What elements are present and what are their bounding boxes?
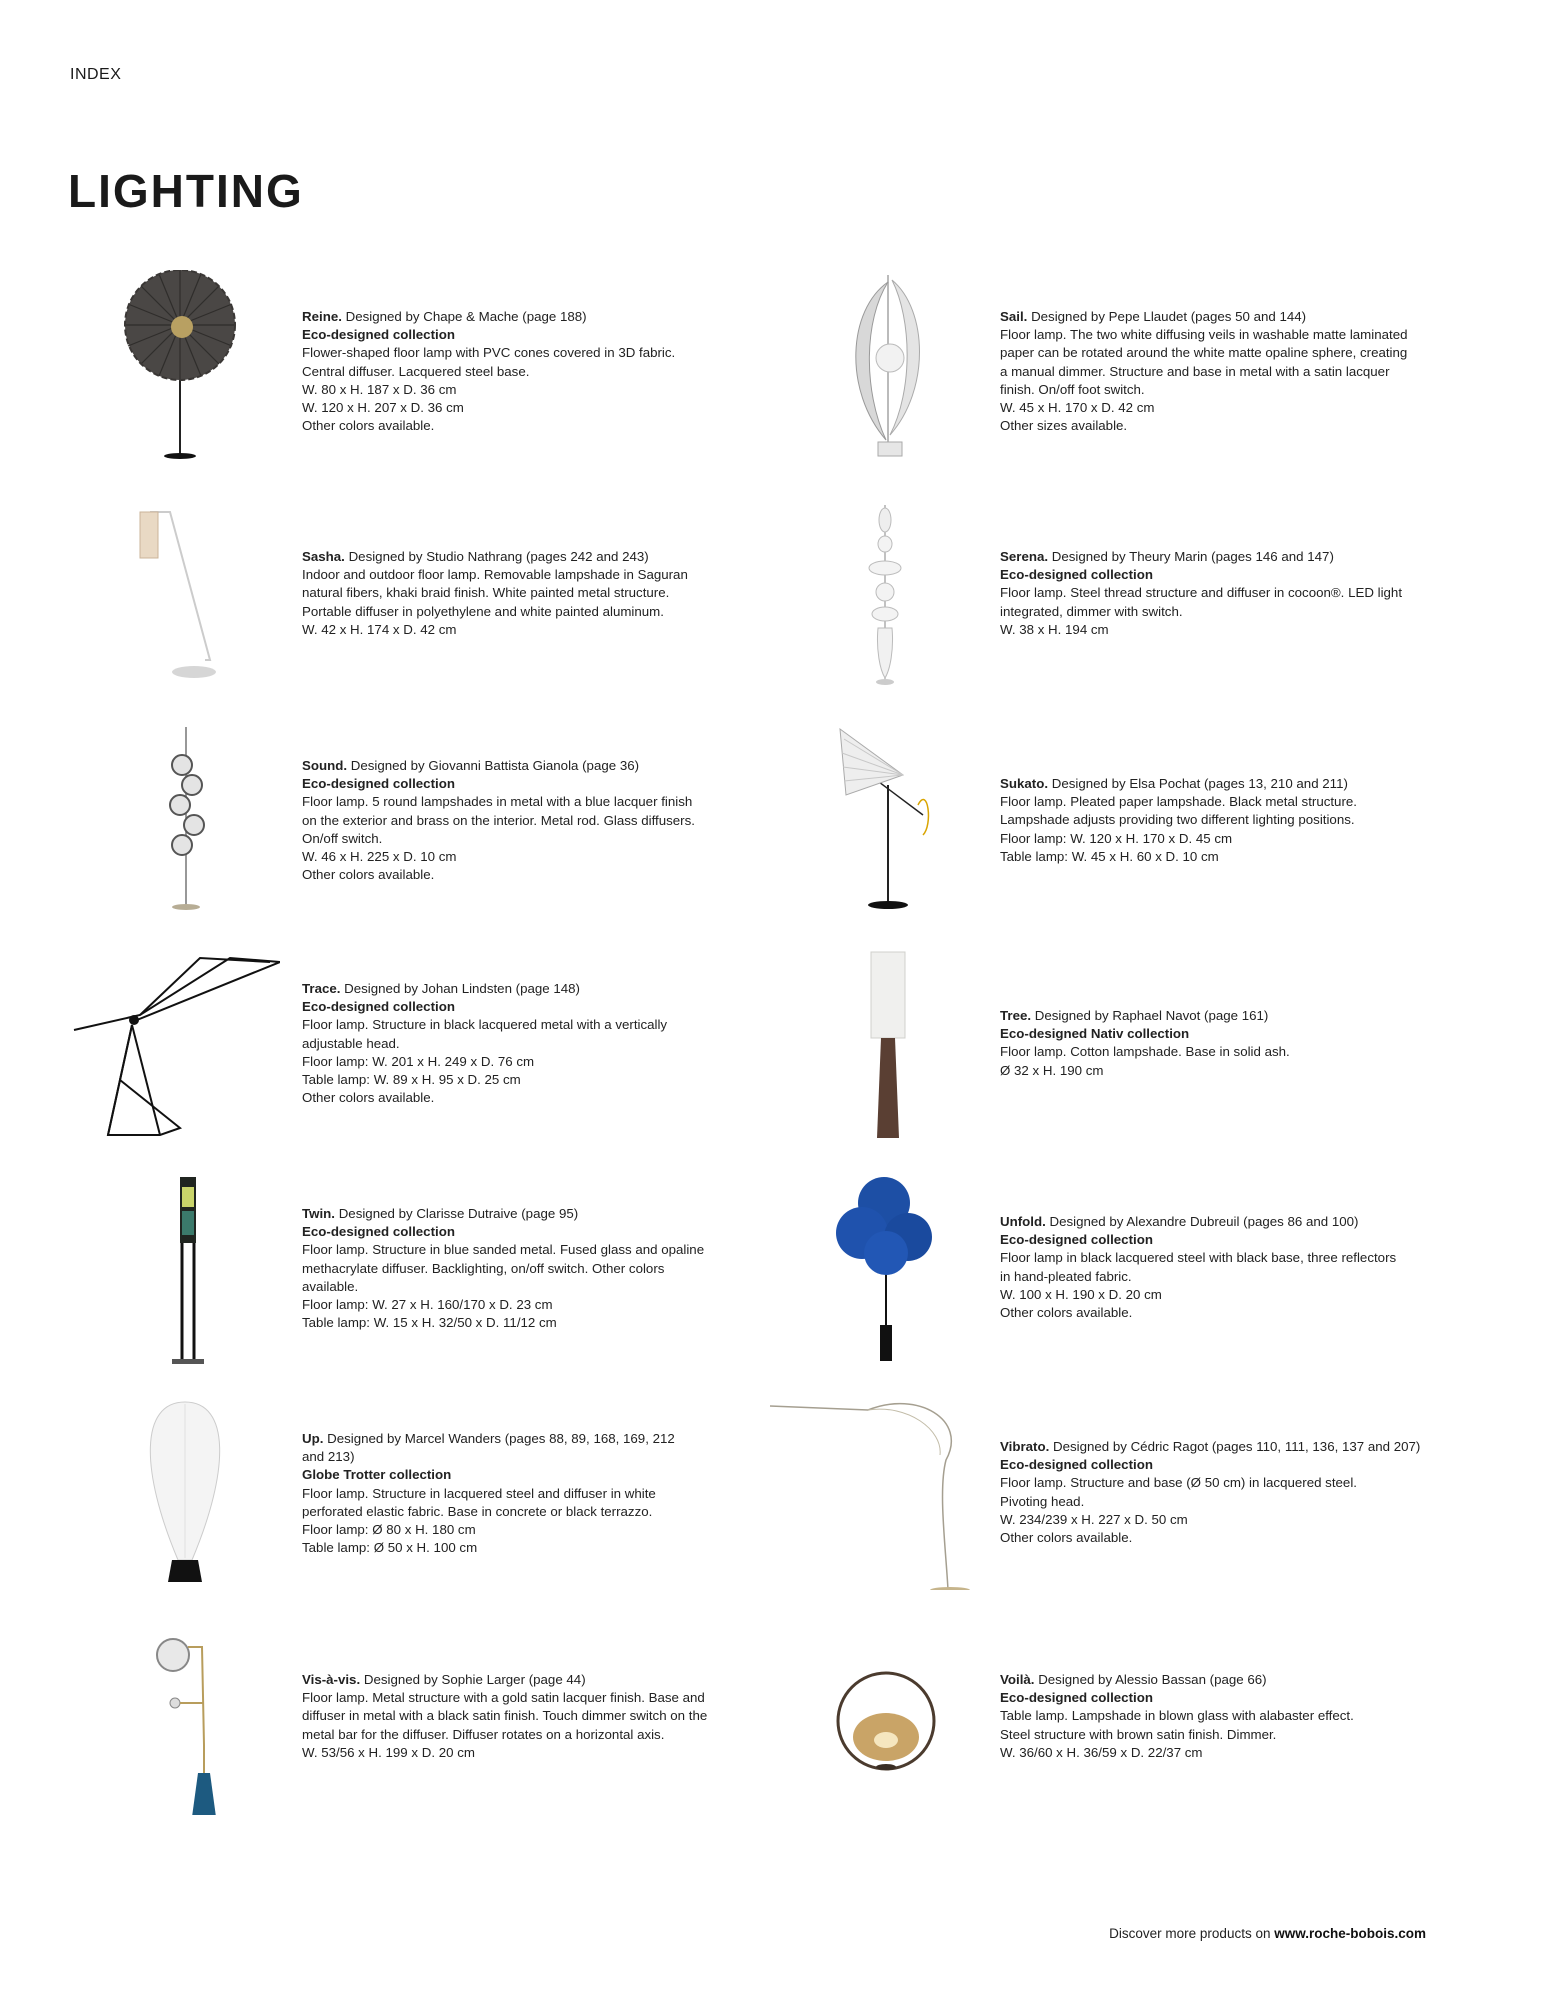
product-serena bbox=[768, 500, 1468, 690]
spec-line: Other colors available. bbox=[1000, 1530, 1133, 1546]
spec-line: Table lamp. Lampshade in blown glass with alabaster effect. bbox=[1000, 1708, 1354, 1724]
designer: Designed by Sophie Larger (page 44) bbox=[363, 1672, 586, 1687]
collection: Globe Trotter collection bbox=[302, 1467, 452, 1483]
spec-line: Floor lamp. The two white diffusing veils in washable matte laminated bbox=[1000, 327, 1408, 343]
designer: and 213) bbox=[302, 1449, 355, 1465]
page-title: LIGHTING bbox=[68, 165, 304, 217]
product-name: Voilà. bbox=[1000, 1672, 1035, 1687]
serena-lamp-image bbox=[768, 500, 978, 690]
spec-line: Floor lamp. Structure in blue sanded metal. Fused glass and opaline bbox=[302, 1242, 705, 1258]
product-name: Unfold. bbox=[1000, 1214, 1046, 1229]
designer: Designed by Marcel Wanders (pages 88, 89, 168, 169, 212 bbox=[327, 1431, 675, 1446]
spec-line: Table lamp: W. 89 x H. 95 x D. 25 cm bbox=[302, 1072, 521, 1088]
index-label: INDEX bbox=[70, 66, 122, 83]
spec-line: Pivoting head. bbox=[1000, 1493, 1085, 1509]
spec-line: Floor lamp in black lacquered steel with black base, three reflectors bbox=[1000, 1250, 1397, 1266]
spec-line: W. 36/60 x H. 36/59 x D. 22/37 cm bbox=[1000, 1744, 1203, 1760]
spec-line: Ø 32 x H. 190 cm bbox=[1000, 1062, 1104, 1078]
voila-lamp-image bbox=[768, 1625, 978, 1815]
spec-line: Other colors available. bbox=[302, 418, 435, 434]
product-name: Vis-à-vis. bbox=[302, 1672, 361, 1687]
spec-line: Indoor and outdoor floor lamp. Removable lampshade in Saguran bbox=[302, 567, 688, 583]
designer: Designed by Cédric Ragot (pages 110, 111, 136, 137 and 207) bbox=[1052, 1439, 1421, 1454]
product-reine bbox=[70, 270, 770, 460]
spec-line: Other sizes available. bbox=[1000, 418, 1128, 434]
product-name: Sound. bbox=[302, 758, 348, 773]
designer: Designed by Pepe Llaudet (pages 50 and 144) bbox=[1031, 309, 1307, 324]
product-name: Twin. bbox=[302, 1206, 335, 1221]
product-name: Sasha. bbox=[302, 549, 345, 564]
footer-text: Discover more products on bbox=[1109, 1926, 1275, 1941]
trace-lamp-image bbox=[70, 950, 280, 1140]
collection: Eco-designed collection bbox=[302, 999, 455, 1015]
tree-lamp-image bbox=[768, 950, 978, 1140]
sail-lamp-image bbox=[768, 270, 978, 460]
collection: Eco-designed collection bbox=[302, 1224, 455, 1240]
designer: Designed by Johan Lindsten (page 148) bbox=[344, 981, 580, 996]
spec-line: W. 46 x H. 225 x D. 10 cm bbox=[302, 849, 457, 865]
spec-line: W. 234/239 x H. 227 x D. 50 cm bbox=[1000, 1511, 1188, 1527]
collection: Eco-designed collection bbox=[1000, 1690, 1153, 1706]
spec-line: Floor lamp. Steel thread structure and diffuser in cocoon®. LED light bbox=[1000, 585, 1403, 601]
product-sail bbox=[768, 270, 1468, 460]
spec-line: W. 53/56 x H. 199 x D. 20 cm bbox=[302, 1744, 475, 1760]
product-voila bbox=[768, 1625, 1468, 1815]
spec-line: metal bar for the diffuser. Diffuser rotates on a horizontal axis. bbox=[302, 1726, 665, 1742]
spec-line: Floor lamp. Structure in lacquered steel and diffuser in white bbox=[302, 1485, 656, 1501]
spec-line: Central diffuser. Lacquered steel base. bbox=[302, 363, 530, 379]
designer: Designed by Theury Marin (pages 146 and 147) bbox=[1051, 549, 1334, 564]
spec-line: Floor lamp. Structure in black lacquered metal with a vertically bbox=[302, 1017, 668, 1033]
twin-lamp-image bbox=[70, 1175, 280, 1365]
spec-line: available. bbox=[302, 1278, 359, 1294]
product-name: Vibrato. bbox=[1000, 1439, 1050, 1454]
product-up bbox=[70, 1400, 770, 1590]
spec-line: Other colors available. bbox=[302, 867, 435, 883]
product-unfold bbox=[768, 1175, 1468, 1365]
spec-line: Floor lamp. Cotton lampshade. Base in solid ash. bbox=[1000, 1044, 1290, 1060]
product-sukato bbox=[768, 725, 1468, 915]
product-trace bbox=[70, 950, 770, 1140]
spec-line: Steel structure with brown satin finish. Dimmer. bbox=[1000, 1726, 1277, 1742]
website-link[interactable]: www.roche-bobois.com bbox=[1274, 1926, 1426, 1941]
spec-line: Other colors available. bbox=[1000, 1305, 1133, 1321]
reine-lamp-image bbox=[70, 270, 280, 460]
product-vibrato bbox=[768, 1400, 1468, 1590]
spec-line: Flower-shaped floor lamp with PVC cones covered in 3D fabric. bbox=[302, 345, 676, 361]
spec-line: methacrylate diffuser. Backlighting, on/off switch. Other colors bbox=[302, 1260, 665, 1276]
spec-line: Floor lamp. Metal structure with a gold satin lacquer finish. Base and bbox=[302, 1690, 705, 1706]
spec-line: adjustable head. bbox=[302, 1035, 400, 1051]
designer: Designed by Alexandre Dubreuil (pages 86 and 100) bbox=[1049, 1214, 1359, 1229]
spec-line: natural fibers, khaki braid finish. White painted metal structure. bbox=[302, 585, 670, 601]
product-name: Sail. bbox=[1000, 309, 1028, 324]
collection: Eco-designed collection bbox=[302, 776, 455, 792]
spec-line: Floor lamp: W. 120 x H. 170 x D. 45 cm bbox=[1000, 830, 1233, 846]
product-name: Reine. bbox=[302, 309, 342, 324]
product-name: Tree. bbox=[1000, 1008, 1032, 1023]
spec-line: integrated, dimmer with switch. bbox=[1000, 603, 1183, 619]
sasha-lamp-image bbox=[70, 500, 280, 690]
product-twin bbox=[70, 1175, 770, 1365]
spec-line: Table lamp: W. 15 x H. 32/50 x D. 11/12 cm bbox=[302, 1315, 557, 1331]
spec-line: Floor lamp: Ø 80 x H. 180 cm bbox=[302, 1522, 476, 1538]
spec-line: W. 80 x H. 187 x D. 36 cm bbox=[302, 381, 457, 397]
spec-line: Lampshade adjusts providing two different lighting positions. bbox=[1000, 812, 1355, 828]
spec-line: Floor lamp: W. 27 x H. 160/170 x D. 23 cm bbox=[302, 1297, 553, 1313]
vibrato-lamp-image bbox=[768, 1400, 978, 1590]
spec-line: Floor lamp: W. 201 x H. 249 x D. 76 cm bbox=[302, 1053, 535, 1069]
designer: Designed by Studio Nathrang (pages 242 and 243) bbox=[348, 549, 649, 564]
designer: Designed by Alessio Bassan (page 66) bbox=[1038, 1672, 1267, 1687]
spec-line: W. 100 x H. 190 x D. 20 cm bbox=[1000, 1286, 1162, 1302]
designer: Designed by Chape & Mache (page 188) bbox=[345, 309, 587, 324]
spec-line: W. 45 x H. 170 x D. 42 cm bbox=[1000, 400, 1155, 416]
product-name: Trace. bbox=[302, 981, 341, 996]
up-lamp-image bbox=[70, 1400, 280, 1590]
product-name: Up. bbox=[302, 1431, 324, 1446]
collection: Eco-designed collection bbox=[1000, 1232, 1153, 1248]
product-name: Sukato. bbox=[1000, 776, 1049, 791]
spec-line: W. 120 x H. 207 x D. 36 cm bbox=[302, 400, 464, 416]
spec-line: in hand-pleated fabric. bbox=[1000, 1268, 1132, 1284]
sound-lamp-image bbox=[70, 725, 280, 915]
spec-line: Table lamp: W. 45 x H. 60 x D. 10 cm bbox=[1000, 848, 1219, 864]
collection: Eco-designed collection bbox=[1000, 567, 1153, 583]
spec-line: Floor lamp. Pleated paper lampshade. Black metal structure. bbox=[1000, 794, 1357, 810]
spec-line: On/off switch. bbox=[302, 830, 383, 846]
unfold-lamp-image bbox=[768, 1175, 978, 1365]
spec-line: Other colors available. bbox=[302, 1090, 435, 1106]
product-tree bbox=[768, 950, 1468, 1140]
spec-line: on the exterior and brass on the interior. Metal rod. Glass diffusers. bbox=[302, 812, 695, 828]
vis-a-vis-lamp-image bbox=[70, 1625, 280, 1815]
collection: Eco-designed collection bbox=[1000, 1457, 1153, 1473]
sukato-lamp-image bbox=[768, 725, 978, 915]
spec-line: W. 38 x H. 194 cm bbox=[1000, 621, 1109, 637]
spec-line: paper can be rotated around the white matte opaline sphere, creating bbox=[1000, 345, 1408, 361]
designer: Designed by Giovanni Battista Gianola (page 36) bbox=[350, 758, 640, 773]
footer-note bbox=[1109, 1926, 1426, 1941]
spec-line: diffuser in metal with a black satin finish. Touch dimmer switch on the bbox=[302, 1708, 708, 1724]
product-vis-a-vis bbox=[70, 1625, 770, 1815]
product-sound bbox=[70, 725, 770, 915]
designer: Designed by Raphael Navot (page 161) bbox=[1034, 1008, 1269, 1023]
collection: Eco-designed Nativ collection bbox=[1000, 1026, 1190, 1042]
spec-line: Table lamp: Ø 50 x H. 100 cm bbox=[302, 1540, 478, 1556]
spec-line: perforated elastic fabric. Base in concrete or black terrazzo. bbox=[302, 1503, 653, 1519]
spec-line: Floor lamp. Structure and base (Ø 50 cm) in lacquered steel. bbox=[1000, 1475, 1357, 1491]
product-sasha bbox=[70, 500, 770, 690]
collection: Eco-designed collection bbox=[302, 327, 455, 343]
spec-line: Portable diffuser in polyethylene and white painted aluminum. bbox=[302, 603, 664, 619]
spec-line: finish. On/off foot switch. bbox=[1000, 381, 1145, 397]
spec-line: W. 42 x H. 174 x D. 42 cm bbox=[302, 621, 457, 637]
product-name: Serena. bbox=[1000, 549, 1049, 564]
designer: Designed by Clarisse Dutraive (page 95) bbox=[338, 1206, 579, 1221]
spec-line: a manual dimmer. Structure and base in metal with a satin lacquer bbox=[1000, 363, 1390, 379]
spec-line: Floor lamp. 5 round lampshades in metal with a blue lacquer finish bbox=[302, 794, 693, 810]
designer: Designed by Elsa Pochat (pages 13, 210 and 211) bbox=[1051, 776, 1348, 791]
